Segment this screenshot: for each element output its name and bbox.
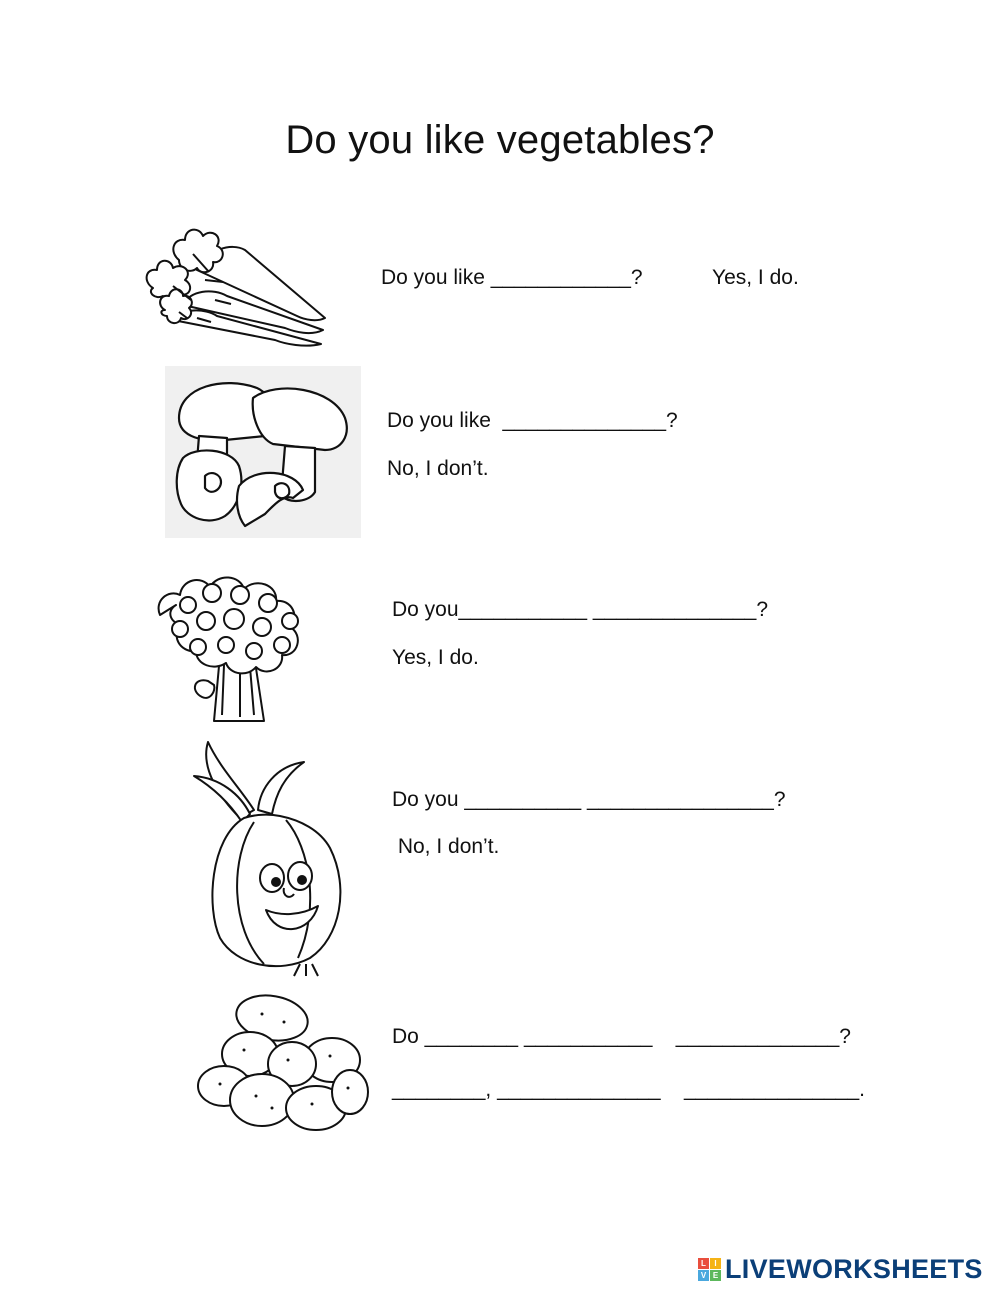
onion-image [180, 738, 360, 978]
question-1: Do you like ____________? [381, 266, 643, 289]
question-2: Do you like ______________? [387, 409, 678, 432]
answer-2: No, I don’t. [387, 457, 489, 480]
question-4: Do you __________ ________________? [392, 788, 786, 811]
answer-3: Yes, I do. [392, 646, 479, 669]
brand-name: LIVEWORKSHEETS [725, 1253, 983, 1284]
potatoes-image [192, 990, 372, 1145]
broccoli-image [150, 555, 335, 730]
question-5: Do ________ ___________ ______________? [392, 1025, 851, 1048]
mushrooms-image [165, 366, 361, 538]
question-3: Do you___________ ______________? [392, 598, 769, 621]
carrots-image [135, 210, 330, 350]
answer-5: ________, ______________ _______________. [392, 1078, 865, 1101]
answer-1: Yes, I do. [712, 266, 799, 289]
footer-brand[interactable] [698, 1252, 983, 1286]
page-title: Do you like vegetables? [285, 118, 715, 162]
answer-4: No, I don’t. [392, 835, 500, 858]
liveworksheets-logo-icon: L I V E [698, 1258, 721, 1281]
